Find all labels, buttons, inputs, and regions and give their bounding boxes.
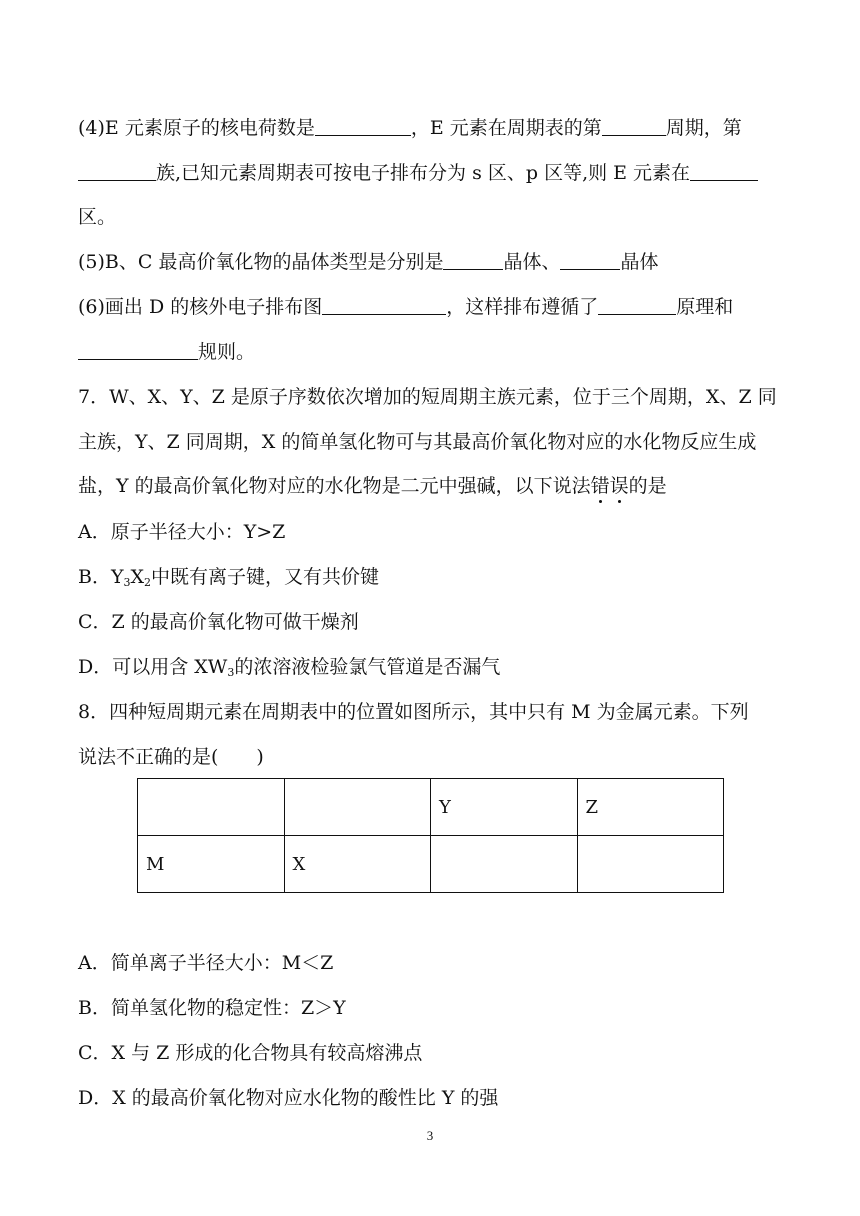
table-cell — [431, 836, 578, 893]
q8-option-a — [78, 951, 333, 975]
q7-option-d — [78, 655, 500, 679]
q5-text: (5)B、C 最高价氧化物的晶体类型是分别是 — [78, 251, 444, 273]
q7-line-2 — [78, 430, 756, 454]
q4-text: 族,已知元素周期表可按电子排布分为 s 区、p 区等,则 E 元素在 — [156, 162, 691, 184]
q7-stem: 的是 — [628, 475, 667, 497]
q5-line — [78, 250, 659, 274]
q7-option-a — [78, 520, 285, 544]
q4-text: (4)E 元素原子的核电荷数是 — [78, 117, 315, 139]
q4-line-3 — [78, 205, 116, 229]
answer-blank — [560, 251, 620, 270]
table-cell — [284, 779, 431, 836]
subscript: 3 — [123, 576, 131, 589]
q7-line-3 — [78, 474, 667, 498]
q4-line-2 — [78, 161, 758, 185]
q8-option-b — [78, 996, 346, 1020]
option-text: D．可以用含 XW — [78, 656, 228, 678]
table-cell: Y — [431, 779, 578, 836]
table-row — [138, 836, 724, 893]
q6-text: ，这样排布遵循了 — [446, 296, 599, 318]
answer-blank — [322, 296, 446, 315]
emphasis-char: 错 — [590, 475, 610, 497]
q6-line-2 — [78, 340, 255, 364]
emphasis-char: 误 — [609, 475, 629, 497]
answer-blank — [690, 162, 758, 181]
periodic-table-fragment — [137, 778, 724, 893]
q6-text: (6)画出 D 的核外电子排布图 — [78, 296, 323, 318]
answer-blank — [602, 117, 666, 136]
q4-line-1 — [78, 116, 742, 140]
q8-stem: 8．四种短周期元素在周期表中的位置如图所示，其中只有 M 为金属元素。下列 — [78, 701, 749, 723]
q6-text: 原理和 — [676, 296, 734, 318]
q7-line-1 — [78, 385, 777, 409]
q8-line-2 — [78, 745, 264, 769]
table-cell — [138, 779, 285, 836]
answer-blank — [315, 117, 411, 136]
q7-stem: 7．W、X、Y、Z 是原子序数依次增加的短周期主族元素，位于三个周期，X、Z 同 — [78, 386, 777, 408]
q8-line-1 — [78, 700, 749, 724]
q8-option-c — [78, 1041, 422, 1065]
q5-text: 晶体 — [620, 251, 659, 273]
q4-text: ，E 元素在周期表的第 — [410, 117, 602, 139]
q4-text: 区。 — [78, 206, 117, 228]
option-text: D．X 的最高价氧化物对应水化物的酸性比 Y 的强 — [78, 1087, 499, 1109]
q4-text: 周期，第 — [665, 117, 742, 139]
q7-stem: 主族，Y、Z 同周期，X 的简单氢化物可与其最高价氧化物对应的水化物反应生成 — [78, 431, 757, 453]
answer-blank — [598, 296, 676, 315]
q5-text: 晶体、 — [503, 251, 561, 273]
table-row — [138, 779, 724, 836]
page-number: 3 — [426, 1128, 434, 1143]
option-text: A．简单离子半径大小：M＜Z — [78, 952, 334, 974]
q7-option-b — [78, 565, 379, 589]
q7-stem: 盐，Y 的最高价氧化物对应的水化物是二元中强碱，以下说法 — [78, 475, 591, 497]
option-text: C．X 与 Z 形成的化合物具有较高熔沸点 — [78, 1042, 423, 1064]
q6-line-1 — [78, 295, 733, 319]
subscript: 2 — [144, 576, 152, 589]
answer-blank — [443, 251, 503, 270]
option-text: A．原子半径大小：Y>Z — [78, 521, 286, 543]
option-text: B．Y — [78, 566, 124, 588]
q8-option-d — [78, 1086, 498, 1110]
option-text: 中既有离子键，又有共价键 — [151, 566, 380, 588]
answer-blank — [78, 341, 198, 360]
subscript: 3 — [227, 666, 235, 679]
q6-text: 规则。 — [198, 341, 256, 363]
table-cell: Z — [577, 779, 724, 836]
option-text: X — [130, 566, 145, 588]
option-text: 的浓溶液检验氯气管道是否漏气 — [234, 656, 501, 678]
q8-stem: 说法不正确的是( ) — [78, 746, 264, 768]
option-text: B．简单氢化物的稳定性：Z＞Y — [78, 997, 346, 1019]
q7-option-c — [78, 610, 359, 634]
answer-blank — [78, 162, 156, 181]
table-cell: M — [138, 836, 285, 893]
table-cell — [577, 836, 724, 893]
table-cell: X — [284, 836, 431, 893]
option-text: C．Z 的最高价氧化物可做干燥剂 — [78, 611, 359, 633]
